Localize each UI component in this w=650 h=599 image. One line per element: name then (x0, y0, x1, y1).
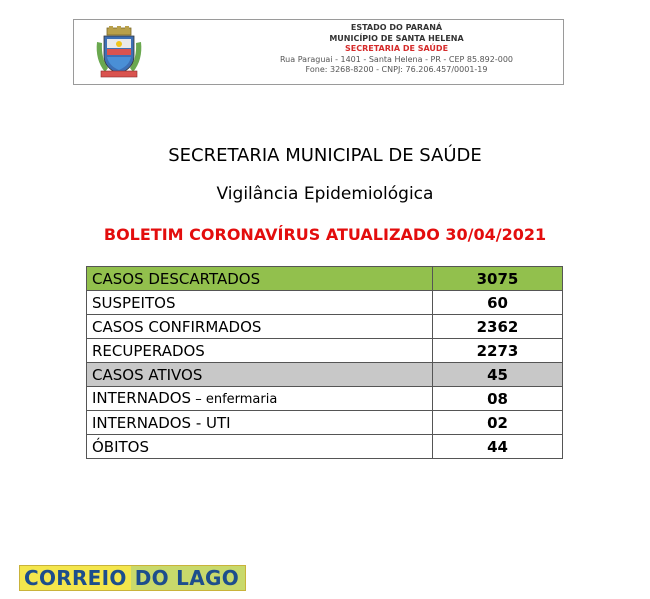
row-label: SUSPEITOS (87, 291, 433, 315)
section-title: Vigilância Epidemiológica (216, 184, 434, 204)
row-value: 2273 (433, 339, 563, 363)
letterhead-department: SECRETARIA DE SAÚDE (344, 44, 449, 53)
row-value: 08 (433, 387, 563, 411)
correio-do-lago-logo (19, 565, 246, 591)
row-value: 44 (433, 435, 563, 459)
row-label-suffix: – enfermaria (191, 391, 278, 407)
row-value: 45 (433, 363, 563, 387)
row-label: CASOS DESCARTADOS (87, 267, 433, 291)
table-row (87, 267, 563, 291)
row-label-main: INTERNADOS (92, 388, 192, 407)
letterhead-text (234, 23, 559, 76)
row-value: 60 (433, 291, 563, 315)
municipal-crest-icon (95, 26, 143, 80)
table-row (87, 387, 563, 411)
table-row (87, 411, 563, 435)
table-row (87, 435, 563, 459)
row-label (87, 387, 433, 411)
row-value: 02 (433, 411, 563, 435)
letterhead-contact: Fone: 3268-8200 - CNPJ: 76.206.457/0001-19 (305, 65, 488, 74)
covid-stats-table (86, 266, 563, 459)
table-row (87, 339, 563, 363)
table-row (87, 363, 563, 387)
row-label: CASOS CONFIRMADOS (87, 315, 433, 339)
row-value: 3075 (433, 267, 563, 291)
row-label: ÓBITOS (87, 435, 433, 459)
letterhead-municipality: MUNICÍPIO DE SANTA HELENA (329, 33, 464, 43)
letterhead (73, 19, 564, 85)
bulletin-title: BOLETIM CORONAVÍRUS ATUALIZADO 30/04/2021 (103, 225, 547, 244)
table-row (87, 315, 563, 339)
letterhead-state: ESTADO DO PARANÁ (350, 23, 443, 32)
row-value: 2362 (433, 315, 563, 339)
logo-part-do-lago: DO LAGO (131, 566, 245, 590)
row-label: CASOS ATIVOS (87, 363, 433, 387)
row-label: RECUPERADOS (87, 339, 433, 363)
logo-part-correio: CORREIO (20, 566, 131, 590)
letterhead-address: Rua Paraguai - 1401 - Santa Helena - PR - CEP 85.892-000 (279, 54, 514, 64)
secretariat-title: SECRETARIA MUNICIPAL DE SAÚDE (168, 145, 482, 166)
row-label: INTERNADOS - UTI (87, 411, 433, 435)
table-row (87, 291, 563, 315)
